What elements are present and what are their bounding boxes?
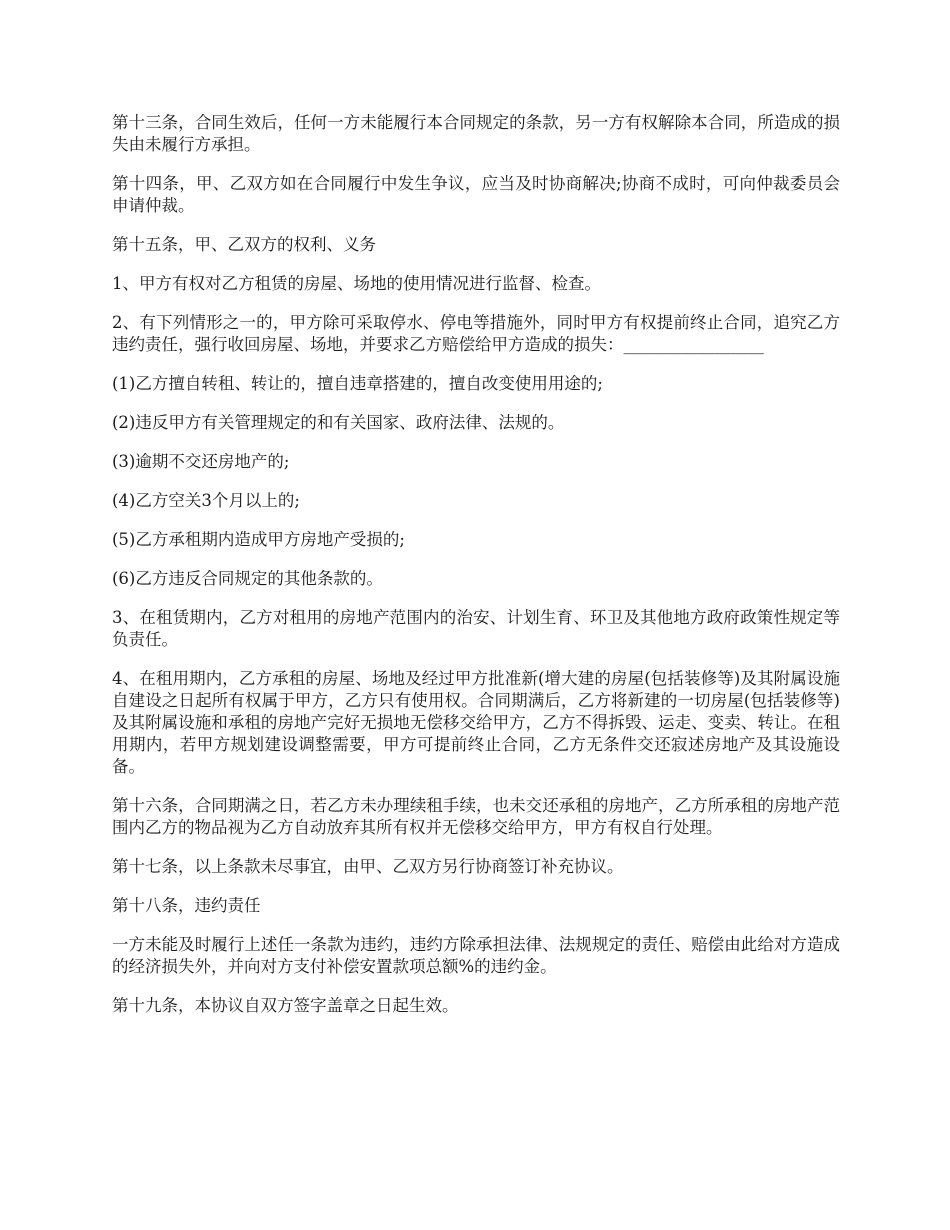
article-14-paragraph: 第十四条，甲、乙双方如在合同履行中发生争议，应当及时协商解决;协商不成时，可向仲裁委员会申请仲裁。 bbox=[112, 174, 840, 215]
clause-1-paragraph: 1、甲方有权对乙方租赁的房屋、场地的使用情况进行监督、检查。 bbox=[112, 274, 601, 293]
article-13-paragraph: 第十三条，合同生效后，任何一方未能履行本合同规定的条款，另一方有权解除本合同，所造成的损失由未履行方承担。 bbox=[112, 113, 840, 154]
item-2-paragraph: (2)违反甲方有关管理规定的和有关国家、政府法律、法规的。 bbox=[112, 413, 565, 432]
article-15-heading: 第十五条，甲、乙双方的权利、义务 bbox=[112, 235, 376, 254]
article-19-paragraph: 第十九条，本协议自双方签字盖章之日起生效。 bbox=[112, 996, 459, 1015]
clause-2-paragraph: 2、有下列情形之一的，甲方除可采取停水、停电等措施外，同时甲方有权提前终止合同，追究乙方违约责任，强行收回房屋、场地，并要求乙方赔偿给甲方造成的损失：_________________ bbox=[112, 313, 840, 354]
clause-4-paragraph: 4、在租用期内，乙方承租的房屋、场地及经过甲方批准新(增大建的房屋(包括装修等)及其附属设施自建设之日起所有权属于甲方，乙方只有使用权。合同期满后，乙方将新建的一切房屋(包括装修等)及其附属设施和承租的房地产完好无损地无偿移交给甲方，乙方不得拆毁、运走、变卖、转让。在租用期内，若甲方规划建设调整需要，甲方可提前终止合同，乙方无条件交还寂述房地产及其设施设备。 bbox=[112, 669, 840, 776]
breach-paragraph: 一方未能及时履行上述任一条款为违约，违约方除承担法律、法规规定的责任、赔偿由此给对方造成的经济损失外，并向对方支付补偿安置款项总额%的违约金。 bbox=[112, 935, 840, 976]
item-1-paragraph: (1)乙方擅自转租、转让的，擅自违章搭建的，擅自改变使用用途的; bbox=[112, 374, 603, 393]
article-18-heading: 第十八条，违约责任 bbox=[112, 896, 261, 915]
item-3-paragraph: (3)逾期不交还房地产的; bbox=[112, 452, 290, 471]
document-page bbox=[112, 112, 840, 1034]
item-4-paragraph: (4)乙方空关3个月以上的; bbox=[112, 491, 300, 510]
article-16-paragraph: 第十六条，合同期满之日，若乙方未办理续租手续，也未交还承租的房地产，乙方所承租的房地产范围内乙方的物品视为乙方自动放弃其所有权并无偿移交给甲方，甲方有权自行处理。 bbox=[112, 796, 840, 837]
item-6-paragraph: (6)乙方违反合同规定的其他条款的。 bbox=[112, 569, 383, 588]
clause-3-paragraph: 3、在租赁期内，乙方对租用的房地产范围内的治安、计划生育、环卫及其他地方政府政策性规定等负责任。 bbox=[112, 608, 840, 649]
article-17-paragraph: 第十七条，以上条款未尽事宜，由甲、乙双方另行协商签订补充协议。 bbox=[112, 857, 624, 876]
item-5-paragraph: (5)乙方承租期内造成甲方房地产受损的; bbox=[112, 530, 405, 549]
